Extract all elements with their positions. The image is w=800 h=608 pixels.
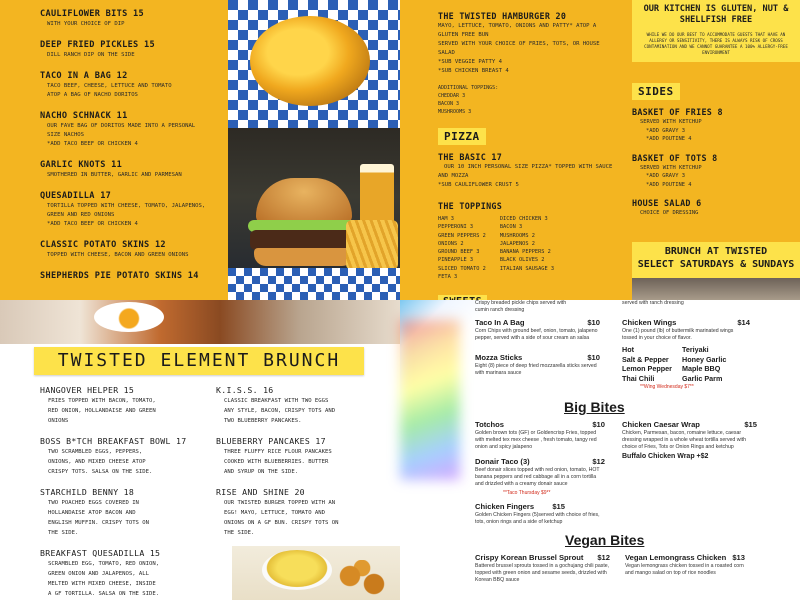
wing-flavor: Salt & Pepper (622, 354, 669, 364)
item-price: $15 (744, 420, 757, 429)
item-name: GARLIC KNOTS 11 (40, 160, 123, 170)
item-name: Taco In A Bag (475, 318, 525, 327)
burger-photo (228, 128, 400, 300)
menu-item (40, 190, 228, 229)
burger-name: THE TWISTED HAMBURGER 20 (438, 11, 567, 21)
item-name: DEEP FRIED PICKLES 15 (40, 40, 155, 50)
burger-bun-bottom (254, 248, 354, 266)
additional-item: MUSHROOMS 3 (438, 109, 472, 115)
additional-heading: ADDITIONAL TOPPINGS: (438, 85, 499, 91)
basic-desc-line: AND MOZZA (438, 173, 469, 179)
topping-item: BACON 3 (499, 224, 523, 231)
brunch-item (40, 547, 215, 599)
item-name: NACHO SCHNACK 11 (40, 111, 128, 121)
brunch-title: BRUNCH AT TWISTED (664, 246, 768, 257)
wing-flavor: Lemon Pepper (622, 364, 672, 374)
wing-flavor: Garlic Parm (682, 373, 723, 383)
menu-item (40, 159, 228, 180)
item-desc: Beef donair slices topped with red onion, tomato, HOT banana peppers and red cabbage all in a corn tortilla and drizzled with a creamy donair sauce (475, 467, 600, 488)
topping-item: HAM 3 (438, 216, 454, 222)
brunch-item-desc: EGG! MAYO, LETTUCE, TOMATO AND (224, 510, 326, 516)
sides-header: SIDES (632, 83, 680, 100)
topping-item: FETA 3 (438, 274, 458, 281)
item-price: $10 (587, 318, 600, 327)
item-name: Chicken Wings (622, 318, 677, 327)
item-name: QUESADILLA 17 (40, 191, 112, 201)
burger-desc-line: SERVED WITH YOUR CHOICE OF FRIES, TOTS, OR HOUSE (438, 41, 600, 47)
burger-desc-line: MAYO, LETTUCE, TOMATO, ONIONS AND PATTY* ATOP A (438, 23, 597, 29)
eggs-benedict (262, 550, 332, 590)
burger-sub: *SUB CHICKEN BREAST 4 (438, 68, 509, 74)
rainbow-decoration (400, 320, 460, 480)
item-desc: Eight (8) piece of deep fried mozzarella sticks served with marinara sauce (475, 363, 597, 377)
side-item (632, 152, 800, 190)
beer-glass (360, 164, 394, 224)
toppings-column-2 (500, 215, 554, 281)
allergy-notice-text: WHILE WE DO OUR BEST TO ACCOMMODATE GUESTS THAT HAVE AN ALLERGY OR SENSITIVITY, THERE IS ALWAYS RISK OF CROSS CONTAMINATION AND WE CANNOT GUARANTEE A 100% ALLERGY-FREE ENVIRONMENT (644, 32, 788, 55)
wing-flavor: Honey Garlic (682, 354, 727, 364)
topping-item: MUSHROOMS 2 (499, 232, 535, 239)
photo-strip (632, 278, 800, 300)
item-desc: OUR FAVE BAG OF DORITOS MADE INTO A PERSONAL SIZE NACHOS *ADD TACO BEEF OR CHICKEN 4 (47, 123, 196, 147)
brunch-subtitle: SELECT SATURDAYS & SUNDAYS (637, 259, 795, 270)
brunch-item-desc: RED ONION, HOLLANDAISE AND GREEN (48, 408, 156, 414)
topping-item: PINEAPPLE 3 (438, 257, 474, 264)
additional-toppings (438, 84, 628, 116)
item-price: $15 (552, 502, 565, 511)
brunch-item-name: STARCHILD BENNY 18 (40, 487, 135, 497)
sides-column (632, 0, 800, 226)
item-price: $12 (592, 457, 605, 466)
side-name: HOUSE SALAD 6 (632, 198, 702, 208)
toppings-section (438, 200, 628, 281)
item-desc: Golden brown tots (GF) or Goldencrisp Fries, topped with melted tex mex cheese , fresh tomato, tangy red onion and spicy jalapeno (475, 430, 597, 451)
side-detail: *ADD POUTINE 4 (646, 136, 692, 142)
menu-item (40, 239, 228, 260)
item-name: Crispy Korean Brussel Sprout (475, 553, 584, 562)
taco-in-a-bag-item (475, 318, 600, 342)
chicken-wings-item (622, 318, 750, 391)
topping-item: SLICED TOMATO 2 (438, 265, 486, 272)
cauliflower-bites-photo (228, 0, 400, 128)
item-desc: SMOTHERED IN BUTTER, GARLIC AND PARMESAN (47, 172, 182, 178)
burger-item (438, 10, 628, 116)
wing-flavor: Maple BBQ (682, 364, 721, 374)
item-desc: WITH YOUR CHOICE OF DIP (47, 21, 125, 27)
brunch-item-desc: ANY STYLE, BACON, CRISPY TOTS AND (224, 408, 336, 414)
side-item (632, 197, 800, 218)
previous-item-desc-cut: served with ranch dressing (622, 300, 684, 306)
appetizers-menu-panel (0, 0, 400, 300)
fries (346, 220, 398, 270)
menu-item (40, 110, 228, 149)
item-desc: Corn Chips with ground beef, onion, tomato, jalapeno pepper, served with a side of sour cream an salsa (475, 328, 598, 342)
big-bites-header: Big Bites (564, 399, 625, 415)
benny-photo (232, 546, 400, 600)
allergy-notice (632, 0, 800, 62)
allergy-notice-title: OUR KITCHEN IS GLUTEN, NUT & SHELLFISH FREE (643, 4, 789, 25)
mains-column (438, 10, 628, 281)
item-price: $13 (732, 553, 745, 562)
brunch-item-name: BREAKFAST QUESADILLA 15 (40, 548, 161, 558)
brunch-item-desc: SCRAMBLED EGG, TOMATO, RED ONION, (48, 561, 160, 567)
toppings-header: THE TOPPINGS (438, 201, 503, 211)
brunch-title-box (34, 347, 364, 375)
menu-item (40, 70, 228, 100)
item-name: Chicken Caesar Wrap (622, 420, 700, 429)
item-desc: Battered brussel sprouts tossed in a gochujang chili paste, topped with green onion and sesame seeds, drizzled with Korean BBQ sauce (475, 563, 610, 584)
topping-item: BLACK OLIVES 2 (499, 257, 545, 264)
item-price: $10 (587, 353, 600, 362)
brunch-item-desc: CRISPY TOTS. SALSA ON THE SIDE. (48, 469, 153, 475)
tater-tots (332, 560, 392, 600)
item-price: $14 (737, 318, 750, 327)
side-detail: *ADD POUTINE 4 (646, 181, 692, 188)
wing-flavors (622, 345, 750, 383)
fried-food-basket (250, 16, 370, 106)
brunch-item (40, 384, 215, 426)
breakfast-banner-photo (0, 300, 400, 344)
brunch-item-name: K.I.S.S. 16 (216, 385, 274, 395)
brunch-item (216, 384, 391, 426)
brunch-item-desc: THREE FLUFFY RICE FLOUR PANCAKES (224, 449, 332, 455)
bites-menu-panel (400, 300, 800, 600)
item-price: $12 (597, 553, 610, 562)
pizza-header: PIZZA (438, 128, 486, 145)
brunch-menu-panel (0, 300, 400, 600)
side-name: BASKET OF TOTS 8 (632, 152, 718, 163)
item-desc: TORTILLA TOPPED WITH CHEESE, TOMATO, JALAPENOS, GREEN AND RED ONIONS *ADD TACO BEEF OR CHICKEN 4 (47, 203, 206, 227)
topping-item: ITALIAN SAUSAGE 3 (499, 265, 555, 272)
brunch-item-desc: CLASSIC BREAKFAST WITH TWO EGGS (224, 398, 329, 404)
item-price: $10 (592, 420, 605, 429)
wing-flavor: Teriyaki (682, 345, 709, 355)
burger-sub: *SUB VEGGIE PATTY 4 (438, 59, 502, 65)
item-name: TACO IN A BAG 12 (40, 71, 128, 81)
brunch-item-desc: HOLLANDAISE ATOP BACON AND (48, 510, 136, 516)
burger-bun-top (256, 178, 352, 224)
brunch-item (216, 435, 391, 477)
menu-item (40, 270, 228, 282)
taco-thursday-promo: **Taco Thursday $9** (503, 489, 551, 496)
mains-pizza-panel (400, 0, 800, 300)
item-name: Mozza Sticks (475, 353, 523, 362)
item-desc: DILL RANCH DIP ON THE SIDE (47, 52, 135, 58)
vegan-lemongrass-chicken-item (625, 553, 745, 577)
basic-pizza-item (438, 151, 628, 190)
brunch-item-desc: MELTED WITH MIXED CHEESE, INSIDE (48, 581, 156, 587)
burger-desc-line: GLUTEN FREE BUN (438, 32, 489, 38)
side-item (632, 106, 800, 144)
fried-egg (94, 302, 164, 332)
side-detail: *ADD GRAVY 3 (646, 173, 685, 179)
burger-patty (250, 230, 358, 250)
item-desc: One (1) pound (lb) of buttermilk marinated wings tossed in your choice of flavor. (622, 328, 734, 342)
brunch-item-desc: GREEN ONION AND JALAPENOS, ALL (48, 571, 150, 577)
item-name: Donair Taco (3) (475, 457, 530, 466)
item-name: CAULIFLOWER BITS 15 (40, 9, 145, 19)
checkered-paper (228, 268, 400, 300)
topping-item: BANANA PEPPERS 2 (499, 249, 551, 256)
brunch-item-name: BOSS B*TCH BREAKFAST BOWL 17 (40, 436, 187, 446)
brunch-item-desc: TWO SCRAMBLED EGGS, PEPPERS, (48, 449, 143, 455)
brunch-item-desc: COOKED WITH BLUEBERRIES. BUTTER (224, 459, 329, 465)
item-name: Totchos (475, 420, 504, 429)
wing-flavor: Hot (622, 345, 634, 355)
wing-flavor: Thai Chili (622, 373, 655, 383)
sides-list (632, 106, 800, 218)
brunch-item-desc: TWO BLUEBERRY PANCAKES. (224, 418, 302, 424)
brunch-banner (632, 242, 800, 278)
brunch-item-desc: FRIES TOPPED WITH BACON, TOMATO, (48, 398, 156, 404)
brunch-item-name: RISE AND SHINE 20 (216, 487, 305, 497)
topping-item: PEPPERONI 3 (438, 224, 474, 231)
topping-item: GROUND BEEF 3 (438, 249, 480, 256)
brunch-item-desc: A GF TORTILLA. SALSA ON THE SIDE. (48, 591, 160, 597)
brunch-item (40, 486, 215, 538)
side-name: BASKET OF FRIES 8 (632, 107, 723, 117)
basic-pizza-desc (438, 163, 628, 181)
item-name: Chicken Fingers (475, 502, 535, 511)
brunch-item-desc: TWO POACHED EGGS COVERED IN (48, 500, 139, 506)
brunch-item-name: BLUEBERRY PANCAKES 17 (216, 436, 326, 446)
item-desc: Chicken, Parmesan, bacon, romaine lettuce, caesar dressing wrapped in a whole wheat tortilla served with choice of Fries, Tots or Onion Rings and ketchup (622, 430, 746, 451)
side-detail: CHOICE OF DRESSING (640, 210, 699, 216)
brunch-item (216, 486, 391, 538)
cauliflower-crust-sub: *SUB CAULIFLOWER CRUST 5 (438, 182, 519, 188)
menu-item (40, 8, 228, 29)
side-detail: SERVED WITH KETCHUP (640, 119, 702, 125)
brunch-menu-title: TWISTED ELEMENT BRUNCH (57, 350, 341, 371)
brunch-item-desc: AND SYRUP ON THE SIDE. (224, 469, 299, 475)
side-detail: SERVED WITH KETCHUP (640, 164, 702, 171)
item-desc: Vegan lemongrass chicken tossed in a roasted corn and mango salad on top of rice noodles (625, 563, 744, 577)
appetizers-list (0, 0, 228, 300)
item-name: SHEPHERDS PIE POTATO SKINS 14 (40, 271, 199, 281)
vegan-bites-header: Vegan Bites (565, 532, 645, 548)
brunch-item-name: HANGOVER HELPER 15 (40, 385, 135, 395)
brunch-left-column (40, 384, 215, 608)
topping-item: ONIONS 2 (438, 240, 464, 247)
donair-taco-item (475, 457, 605, 497)
basic-pizza-name: THE BASIC 17 (438, 152, 503, 162)
item-desc: TOPPED WITH CHEESE, BACON AND GREEN ONIONS (47, 252, 189, 258)
topping-item: DICED CHICKEN 3 (499, 216, 548, 222)
brunch-item-desc: THE SIDE. (48, 530, 79, 536)
brunch-item-desc: OUR TWISTED BURGER TOPPED WITH AN (224, 500, 336, 506)
additional-item: BACON 3 (438, 101, 460, 107)
brunch-item-desc: ENGLISH MUFFIN. CRISPY TOTS ON (48, 520, 150, 526)
burger-desc (438, 22, 628, 76)
brunch-item-desc: ONIONS (48, 418, 69, 424)
item-desc: TACO BEEF, CHEESE, LETTUCE AND TOMATO ATOP A BAG OF NACHO DORITOS (47, 83, 172, 98)
topping-item: JALAPENOS 2 (499, 240, 535, 247)
buffalo-wrap-addon: Buffalo Chicken Wrap +$2 (622, 452, 709, 460)
chicken-fingers-item (475, 502, 605, 526)
mozza-sticks-item (475, 353, 600, 377)
chicken-caesar-wrap-item (622, 420, 757, 462)
pickles-desc-cut: Crispy breaded pickle chips served with cumin ranch dressing (475, 300, 567, 313)
brunch-right-column (216, 384, 391, 547)
item-name: Vegan Lemongrass Chicken (625, 553, 727, 562)
item-desc: Golden Chicken Fingers (5)served with choice of fries, tots, onion rings and a side of ketchup (475, 512, 600, 526)
item-name: CLASSIC POTATO SKINS 12 (40, 240, 166, 250)
brunch-item-desc: ONIONS ON A GF BUN. CRISPY TOTS ON (224, 520, 339, 526)
side-detail: *ADD GRAVY 3 (646, 127, 685, 134)
burger-desc-line: SALAD (438, 50, 455, 56)
basic-desc-line: OUR 10 INCH PERSONAL SIZE PIZZA* TOPPED WITH SAUCE (444, 164, 613, 170)
menu-item (40, 39, 228, 60)
topping-item: GREEN PEPPERS 2 (438, 232, 486, 239)
korean-brussel-sprout-item (475, 553, 610, 585)
additional-item: CHEDDAR 3 (438, 93, 466, 99)
brunch-item-desc: ONIONS, AND MIXED CHEESE ATOP (48, 459, 146, 465)
brunch-item-desc: THE SIDE. (224, 530, 255, 536)
toppings-column-1 (438, 215, 486, 281)
brunch-item (40, 435, 215, 477)
totchos-item (475, 420, 605, 452)
wing-wednesday-promo: **Wing Wednesday $7** (640, 384, 694, 391)
